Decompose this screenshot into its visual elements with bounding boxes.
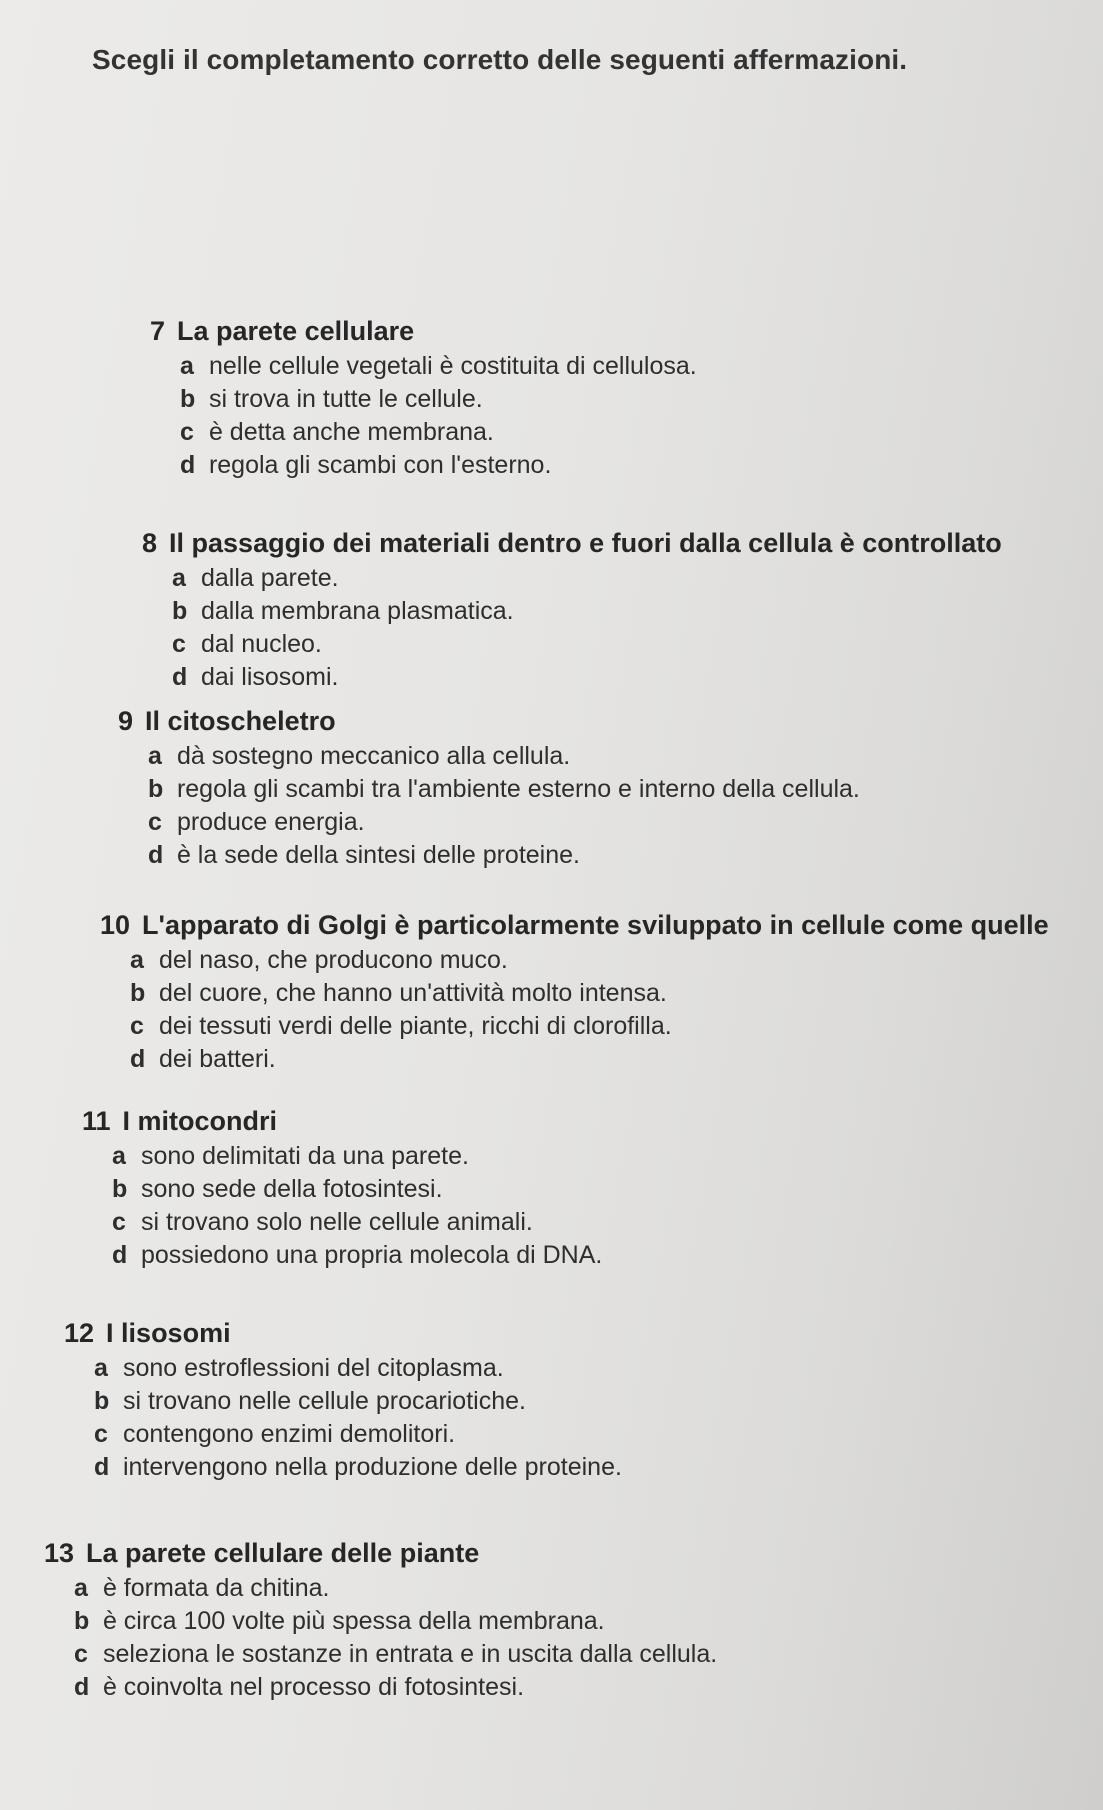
option-b[interactable] xyxy=(130,977,1049,1010)
question-number: 9 xyxy=(118,706,134,736)
option-text: nelle cellule vegetali è costituita di cellulosa. xyxy=(208,352,697,380)
option-b[interactable] xyxy=(74,1605,717,1638)
option-a[interactable] xyxy=(180,350,697,383)
option-letter: c xyxy=(74,1640,88,1668)
option-letter: d xyxy=(148,841,164,869)
question-title xyxy=(142,526,1002,560)
question-title xyxy=(100,908,1049,942)
option-letter: b xyxy=(74,1607,90,1635)
option-c[interactable] xyxy=(180,416,697,449)
option-d[interactable] xyxy=(148,839,860,872)
option-text: è detta anche membrana. xyxy=(208,418,494,446)
option-text: del naso, che producono muco. xyxy=(158,946,508,974)
option-a[interactable] xyxy=(148,740,860,773)
option-b[interactable] xyxy=(172,595,1002,628)
question-8 xyxy=(142,526,1002,694)
option-text: è formata da chitina. xyxy=(102,1574,330,1602)
question-title xyxy=(44,1536,717,1570)
question-12 xyxy=(64,1316,622,1484)
question-title xyxy=(82,1104,602,1138)
option-c[interactable] xyxy=(130,1010,1049,1043)
question-stem: I lisosomi xyxy=(106,1318,231,1348)
question-stem: La parete cellulare delle piante xyxy=(86,1538,480,1568)
option-d[interactable] xyxy=(94,1451,622,1484)
option-b[interactable] xyxy=(180,383,697,416)
option-text: si trova in tutte le cellule. xyxy=(208,385,483,413)
question-11 xyxy=(82,1104,602,1272)
option-text: dei batteri. xyxy=(158,1045,276,1073)
option-text: si trovano nelle cellule procariotiche. xyxy=(122,1387,526,1415)
option-text: dei tessuti verdi delle piante, ricchi di clorofilla. xyxy=(158,1012,672,1040)
question-13 xyxy=(44,1536,717,1704)
option-b[interactable] xyxy=(94,1385,622,1418)
question-number: 7 xyxy=(150,316,166,346)
option-d[interactable] xyxy=(180,449,697,482)
option-letter: a xyxy=(180,352,194,380)
option-list xyxy=(172,562,1002,694)
option-letter: a xyxy=(130,946,144,974)
option-letter: c xyxy=(130,1012,144,1040)
option-letter: b xyxy=(148,775,164,803)
option-letter: d xyxy=(172,663,188,691)
option-letter: d xyxy=(180,451,196,479)
question-stem: Il passaggio dei materiali dentro e fuori dalla cellula è controllato xyxy=(169,528,1002,558)
option-text: dal nucleo. xyxy=(200,630,322,658)
option-text: dai lisosomi. xyxy=(200,663,339,691)
option-text: del cuore, che hanno un'attività molto intensa. xyxy=(158,979,667,1007)
question-number: 13 xyxy=(44,1538,75,1568)
question-stem: L'apparato di Golgi è particolarmente sviluppato in cellule come quelle xyxy=(142,910,1049,940)
option-letter: d xyxy=(130,1045,146,1073)
option-letter: a xyxy=(172,564,186,592)
option-list xyxy=(94,1352,622,1484)
option-list xyxy=(112,1140,602,1272)
option-list xyxy=(180,350,697,482)
option-b[interactable] xyxy=(148,773,860,806)
option-text: è circa 100 volte più spessa della membrana. xyxy=(102,1607,605,1635)
option-text: possiedono una propria molecola di DNA. xyxy=(140,1241,603,1269)
option-a[interactable] xyxy=(94,1352,622,1385)
option-text: si trovano solo nelle cellule animali. xyxy=(140,1208,533,1236)
option-text: regola gli scambi tra l'ambiente esterno e interno della cellula. xyxy=(176,775,860,803)
option-text: sono estroflessioni del citoplasma. xyxy=(122,1354,504,1382)
option-letter: a xyxy=(112,1142,126,1170)
option-text: seleziona le sostanze in entrata e in uscita dalla cellula. xyxy=(102,1640,718,1668)
option-list xyxy=(148,740,860,872)
option-d[interactable] xyxy=(172,661,1002,694)
option-text: sono delimitati da una parete. xyxy=(140,1142,469,1170)
question-number: 10 xyxy=(100,910,131,940)
option-b[interactable] xyxy=(112,1173,602,1206)
option-list xyxy=(74,1572,717,1704)
option-d[interactable] xyxy=(74,1671,717,1704)
question-title xyxy=(64,1316,622,1350)
option-letter: b xyxy=(172,597,188,625)
option-letter: c xyxy=(94,1420,108,1448)
question-10 xyxy=(100,908,1049,1076)
option-text: dalla membrana plasmatica. xyxy=(200,597,514,625)
option-text: è coinvolta nel processo di fotosintesi. xyxy=(102,1673,525,1701)
option-letter: b xyxy=(112,1175,128,1203)
option-letter: d xyxy=(112,1241,128,1269)
option-text: è la sede della sintesi delle proteine. xyxy=(176,841,580,869)
option-text: sono sede della fotosintesi. xyxy=(140,1175,443,1203)
question-stem: Il citoscheletro xyxy=(145,706,336,736)
option-text: produce energia. xyxy=(176,808,365,836)
question-number: 11 xyxy=(82,1106,111,1136)
option-letter: b xyxy=(94,1387,110,1415)
option-letter: d xyxy=(94,1453,110,1481)
instruction-text: Scegli il completamento corretto delle seguenti affermazioni. xyxy=(92,44,908,75)
option-letter: c xyxy=(148,808,162,836)
option-text: dalla parete. xyxy=(200,564,339,592)
option-a[interactable] xyxy=(74,1572,717,1605)
question-number: 12 xyxy=(64,1318,95,1348)
option-letter: c xyxy=(172,630,186,658)
option-text: regola gli scambi con l'esterno. xyxy=(208,451,552,479)
option-c[interactable] xyxy=(74,1638,717,1671)
option-letter: a xyxy=(148,742,162,770)
question-stem: La parete cellulare xyxy=(177,316,415,346)
question-7 xyxy=(150,314,697,482)
option-a[interactable] xyxy=(130,944,1049,977)
option-d[interactable] xyxy=(112,1239,602,1272)
option-letter: c xyxy=(112,1208,126,1236)
option-c[interactable] xyxy=(94,1418,622,1451)
option-text: dà sostegno meccanico alla cellula. xyxy=(176,742,571,770)
option-letter: b xyxy=(130,979,146,1007)
question-9 xyxy=(118,704,860,872)
option-letter: a xyxy=(94,1354,108,1382)
question-title xyxy=(118,704,860,738)
option-text: contengono enzimi demolitori. xyxy=(122,1420,456,1448)
option-letter: a xyxy=(74,1574,88,1602)
option-list xyxy=(130,944,1049,1076)
option-c[interactable] xyxy=(148,806,860,839)
option-c[interactable] xyxy=(112,1206,602,1239)
question-title xyxy=(150,314,697,348)
option-letter: d xyxy=(74,1673,90,1701)
option-a[interactable] xyxy=(112,1140,602,1173)
option-a[interactable] xyxy=(172,562,1002,595)
option-d[interactable] xyxy=(130,1043,1049,1076)
option-letter: b xyxy=(180,385,196,413)
option-letter: c xyxy=(180,418,194,446)
question-number: 8 xyxy=(142,528,158,558)
question-stem: I mitocondri xyxy=(122,1106,278,1136)
option-c[interactable] xyxy=(172,628,1002,661)
option-text: intervengono nella produzione delle proteine. xyxy=(122,1453,622,1481)
